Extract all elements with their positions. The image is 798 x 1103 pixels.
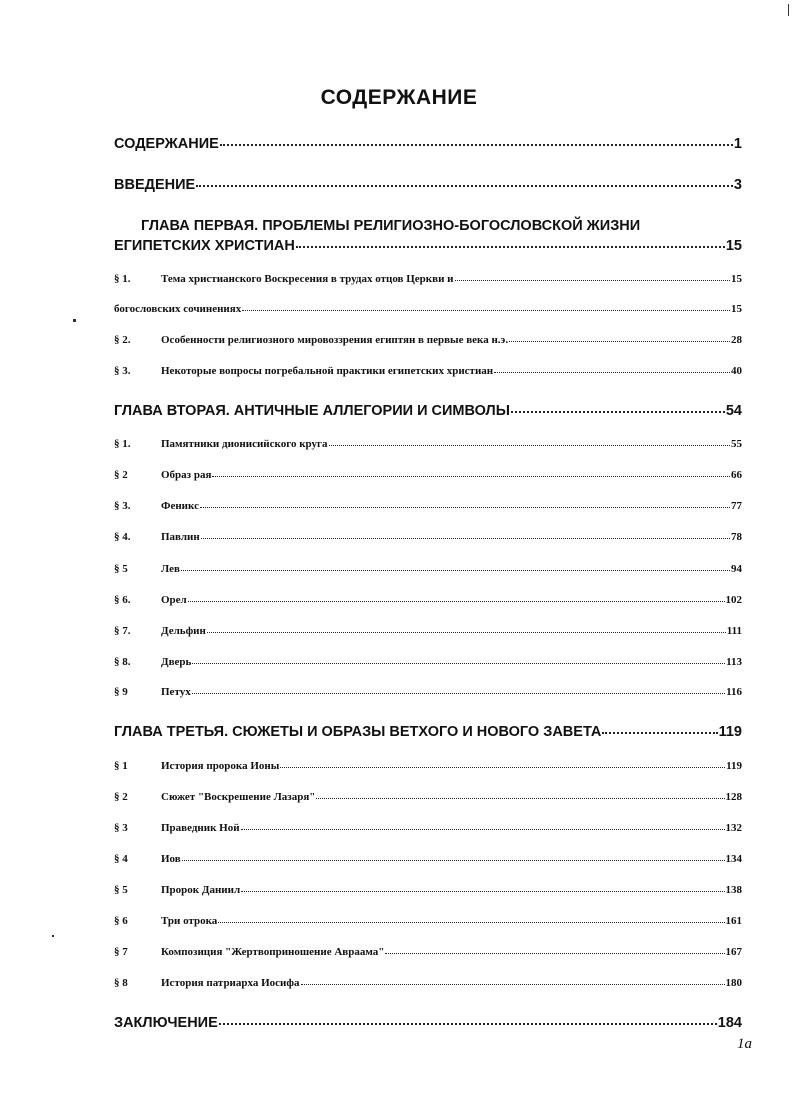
section-page: 132 — [725, 822, 742, 834]
section-page: 78 — [731, 531, 742, 543]
toc-section[interactable] — [114, 594, 742, 606]
section-page: 94 — [731, 563, 742, 575]
section-page: 40 — [731, 365, 742, 377]
section-number: § 7. — [114, 625, 131, 637]
scan-speck — [73, 319, 76, 322]
dot-leader — [602, 732, 717, 734]
dot-leader — [196, 185, 733, 187]
toc-entry-page: 184 — [717, 1015, 742, 1031]
toc-entry-page: 15 — [725, 238, 742, 254]
toc-section[interactable] — [114, 469, 742, 481]
toc-section[interactable] — [114, 686, 742, 698]
toc-entry-introduction[interactable] — [114, 177, 742, 193]
toc-entry-title: СОДЕРЖАНИЕ — [114, 136, 219, 152]
section-number: § 2 — [114, 791, 128, 803]
dot-leader — [511, 411, 725, 413]
section-number: § 4 — [114, 853, 128, 865]
toc-section[interactable] — [114, 438, 742, 450]
dot-leader — [182, 860, 725, 861]
section-title: Иов — [161, 853, 181, 865]
dot-leader — [188, 601, 725, 602]
section-title: Сюжет "Воскрешение Лазаря" — [161, 791, 316, 803]
toc-section[interactable] — [114, 977, 742, 989]
toc-entry-chapter3[interactable] — [114, 724, 742, 740]
section-title: Памятники дионисийского круга — [161, 438, 328, 450]
toc-entry-title: ЗАКЛЮЧЕНИЕ — [114, 1015, 218, 1031]
section-title: Образ рая — [161, 469, 212, 481]
toc-entry-title: ГЛАВА ТРЕТЬЯ. СЮЖЕТЫ И ОБРАЗЫ ВЕТХОГО И НОВОГО ЗАВЕТА — [114, 724, 602, 740]
section-page: 15 — [731, 273, 742, 285]
section-title: Праведник Ной — [161, 822, 240, 834]
section-page: 138 — [725, 884, 742, 896]
section-title: Тема христианского Воскресения в трудах отцов Церкви и — [161, 273, 454, 285]
toc-entry-page: 119 — [718, 724, 742, 740]
section-page: 161 — [725, 915, 742, 927]
section-number: § 8 — [114, 977, 128, 989]
section-page: 111 — [726, 625, 742, 637]
section-title: Павлин — [161, 531, 200, 543]
section-page: 102 — [725, 594, 742, 606]
dot-leader — [242, 310, 730, 311]
page-title: СОДЕРЖАНИЕ — [320, 86, 478, 109]
section-title: История патриарха Иосифа — [161, 977, 300, 989]
dot-leader — [455, 280, 731, 281]
section-page: 119 — [726, 760, 742, 772]
dot-leader — [509, 341, 730, 342]
toc-section[interactable] — [114, 822, 742, 834]
section-number: § 2 — [114, 469, 128, 481]
section-title: Особенности религиозного мировоззрения египтян в первые века н.э. — [161, 334, 509, 346]
toc-entry-conclusion[interactable] — [114, 1015, 742, 1031]
section-title: История пророка Ионы — [161, 760, 280, 772]
section-number: § 3. — [114, 500, 131, 512]
section-number: § 2. — [114, 334, 131, 346]
toc-entry-page: 54 — [725, 403, 742, 419]
toc-entry-page: 3 — [733, 177, 742, 193]
section-title: Пророк Даниил — [161, 884, 241, 896]
dot-leader — [192, 663, 725, 664]
section-number: § 3 — [114, 822, 128, 834]
section-title: богословских сочинениях — [114, 303, 242, 315]
toc-entry-contents[interactable] — [114, 136, 742, 152]
dot-leader — [241, 891, 724, 892]
toc-section[interactable] — [114, 334, 742, 346]
section-number: § 1. — [114, 273, 131, 285]
toc-entry-title: ГЛАВА ВТОРАЯ. АНТИЧНЫЕ АЛЛЕГОРИИ И СИМВОЛЫ — [114, 403, 510, 419]
section-page: 180 — [725, 977, 742, 989]
dot-leader — [200, 507, 730, 508]
dot-leader — [241, 829, 725, 830]
section-number: § 1 — [114, 760, 128, 772]
toc-section[interactable] — [114, 500, 742, 512]
dot-leader — [181, 570, 730, 571]
toc-entry-chapter2[interactable] — [114, 403, 742, 419]
section-title: Некоторые вопросы погребальной практики египетских христиан — [161, 365, 494, 377]
section-title: Дверь — [161, 656, 192, 668]
section-number: § 1. — [114, 438, 131, 450]
scan-speck — [52, 935, 54, 937]
section-page: 66 — [731, 469, 742, 481]
dot-leader — [219, 1023, 717, 1025]
dot-leader — [494, 372, 730, 373]
section-page: 77 — [731, 500, 742, 512]
dot-leader — [201, 538, 730, 539]
toc-section[interactable] — [114, 853, 742, 865]
chapter1-title-line2: ЕГИПЕТСКИХ ХРИСТИАН — [114, 238, 295, 254]
dot-leader — [212, 476, 730, 477]
section-page: 128 — [725, 791, 742, 803]
section-page: 116 — [726, 686, 742, 698]
section-title: Композиция "Жертвоприношение Авраама" — [161, 946, 385, 958]
chapter1-title-line1: ГЛАВА ПЕРВАЯ. ПРОБЛЕМЫ РЕЛИГИОЗНО-БОГОСЛОВСКОЙ ЖИЗНИ — [141, 218, 641, 234]
dot-leader — [301, 984, 725, 985]
toc-section[interactable] — [114, 273, 742, 285]
dot-leader — [207, 632, 726, 633]
dot-leader — [329, 445, 731, 446]
toc-entry-title: ВВЕДЕНИЕ — [114, 177, 196, 193]
dot-leader — [316, 798, 724, 799]
section-number: § 5 — [114, 884, 128, 896]
dot-leader — [296, 246, 725, 248]
toc-section[interactable] — [114, 656, 742, 668]
dot-leader — [218, 922, 724, 923]
dot-leader — [192, 693, 725, 694]
toc-section[interactable] — [114, 563, 742, 575]
section-title: Три отрока — [161, 915, 218, 927]
toc-section[interactable] — [114, 365, 742, 377]
toc-section[interactable] — [114, 884, 742, 896]
section-page: 28 — [731, 334, 742, 346]
section-page: 55 — [731, 438, 742, 450]
toc-entry-chapter1[interactable] — [114, 238, 742, 254]
section-title: Дельфин — [161, 625, 206, 637]
section-title: Орел — [161, 594, 187, 606]
toc-entry-page: 1 — [733, 136, 742, 152]
section-number: § 4. — [114, 531, 131, 543]
toc-section[interactable] — [114, 946, 742, 958]
section-number: § 3. — [114, 365, 131, 377]
section-number: § 5 — [114, 563, 128, 575]
toc-section[interactable] — [114, 791, 742, 803]
section-number: § 9 — [114, 686, 128, 698]
toc-section[interactable] — [114, 531, 742, 543]
section-title: Петух — [161, 686, 191, 698]
toc-section[interactable] — [114, 915, 742, 927]
section-number: § 6 — [114, 915, 128, 927]
section-number: § 8. — [114, 656, 131, 668]
handwritten-page-mark: 1а — [737, 1036, 752, 1052]
dot-leader — [385, 953, 724, 954]
dot-leader — [220, 144, 733, 146]
section-number: § 6. — [114, 594, 131, 606]
section-page: 134 — [725, 853, 742, 865]
scan-speck — [788, 4, 789, 16]
section-page: 113 — [726, 656, 742, 668]
section-number: § 7 — [114, 946, 128, 958]
dot-leader — [280, 767, 725, 768]
section-page: 167 — [725, 946, 742, 958]
toc-section[interactable] — [114, 303, 742, 315]
section-page: 15 — [731, 303, 742, 315]
section-title: Феникс — [161, 500, 199, 512]
section-title: Лев — [161, 563, 180, 575]
toc-section[interactable] — [114, 760, 742, 772]
toc-section[interactable] — [114, 625, 742, 637]
